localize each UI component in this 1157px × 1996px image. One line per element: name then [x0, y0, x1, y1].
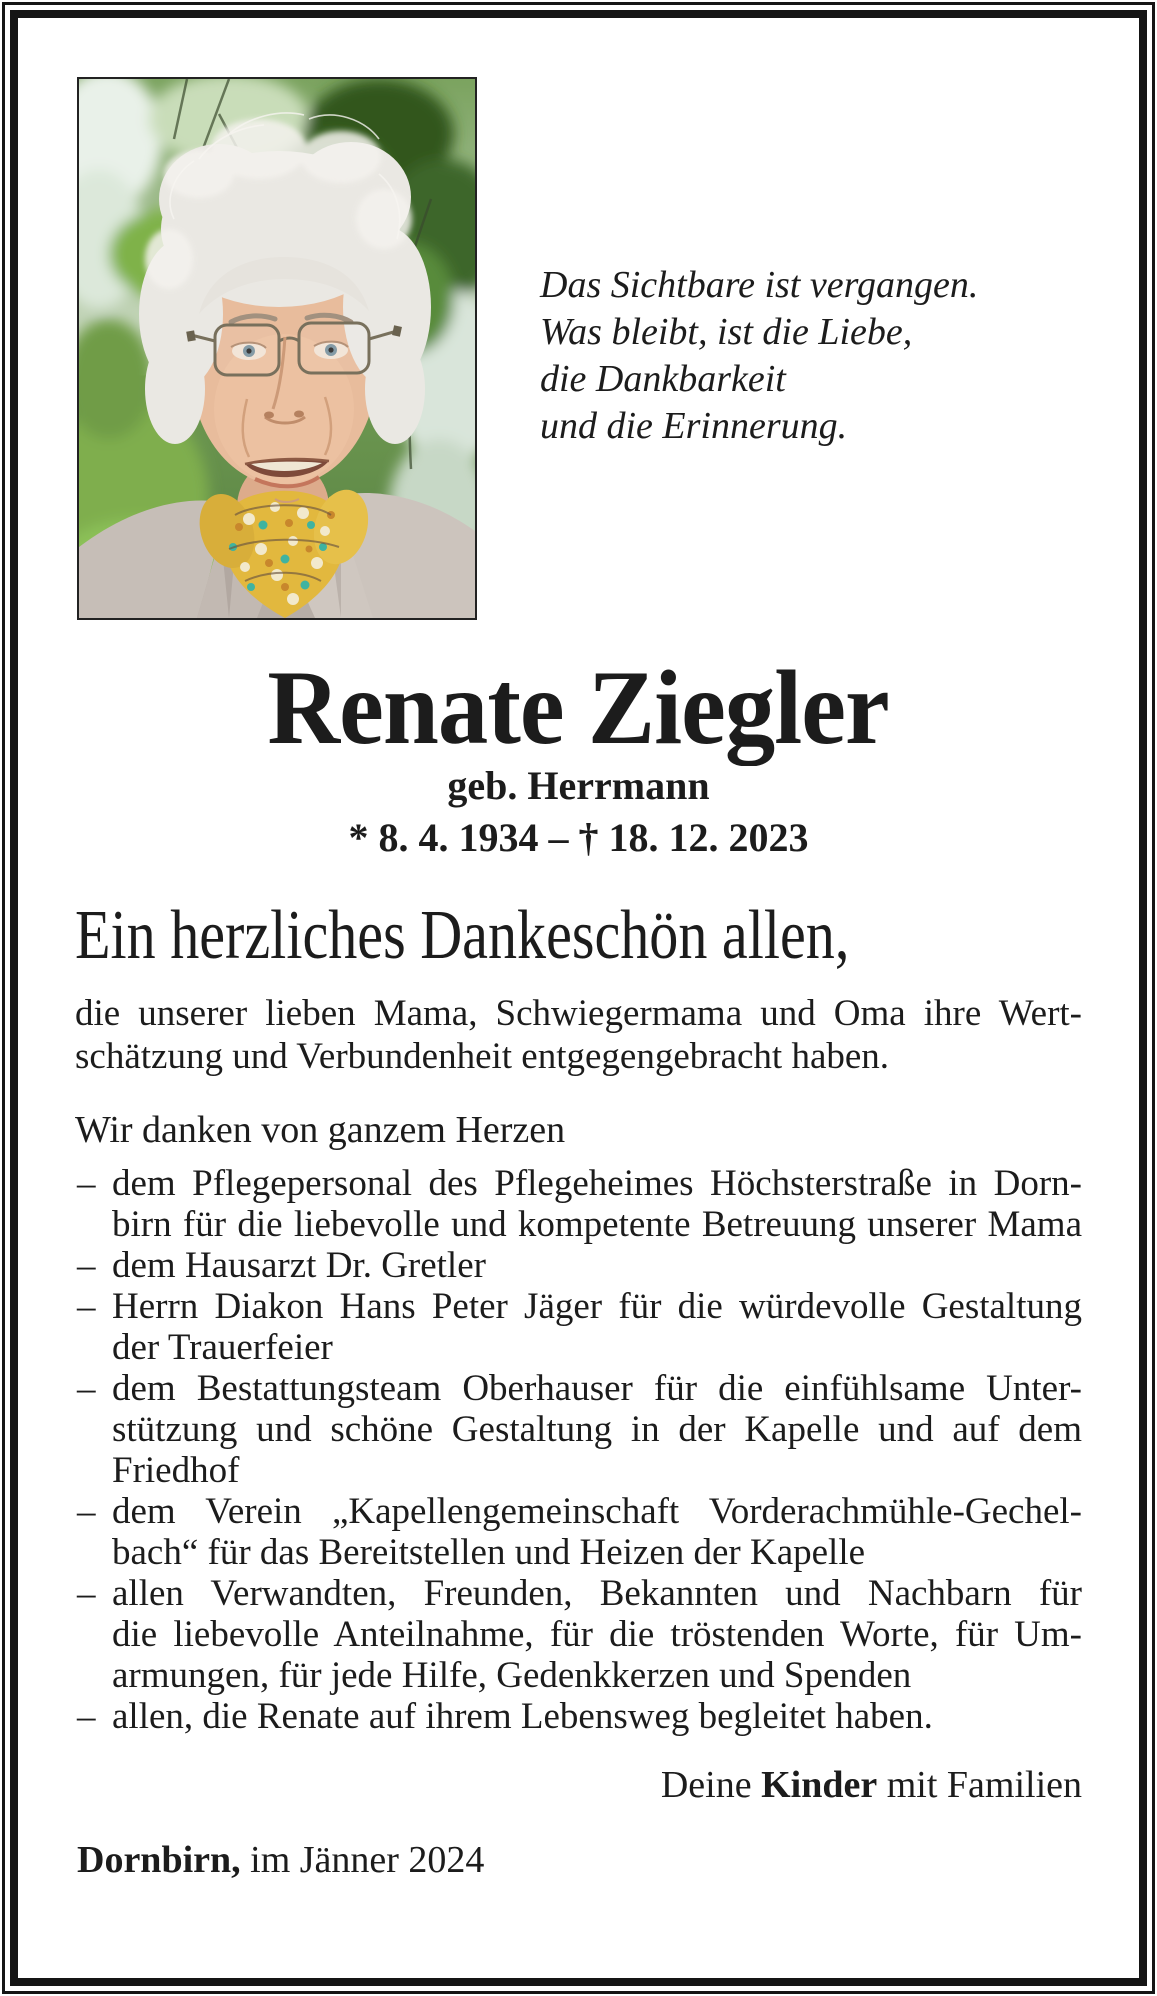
quote-line: die Dankbarkeit [540, 358, 786, 400]
memorial-quote [540, 262, 978, 450]
thanks-line: dem Pflegepersonal des Pflegeheimes Höchsterstraße in Dorn- [112, 1163, 1082, 1204]
intro-line: die unserer lieben Mama, Schwiegermama und Oma ihre Wert- [75, 993, 1082, 1034]
thanks-line: allen, die Renate auf ihrem Lebensweg begleitet haben. [112, 1696, 933, 1737]
intro-paragraph [75, 992, 1082, 1078]
intro-line: schätzung und Verbundenheit entgegengebracht haben. [75, 1036, 890, 1077]
quote-line: und die Erinnerung. [540, 405, 848, 447]
signature-post: mit Familien [877, 1764, 1082, 1806]
quote-line: Was bleibt, ist die Liebe, [540, 311, 913, 353]
thanks-item [75, 1368, 1082, 1491]
thanks-line: dem Hausarzt Dr. Gretler [112, 1245, 486, 1286]
thanks-line: armungen, für jede Hilfe, Gedenkkerzen und Spenden [112, 1655, 912, 1696]
portrait-illustration [79, 79, 475, 618]
deceased-name-text: Renate Ziegler [267, 649, 890, 766]
signature-bold: Kinder [761, 1764, 878, 1806]
thanks-item [75, 1286, 1082, 1368]
thanks-line: Friedhof [112, 1450, 240, 1491]
thanks-item [75, 1245, 1082, 1286]
signature-pre: Deine [660, 1764, 762, 1806]
list-dash-bullet: – [77, 1245, 96, 1286]
thanks-line: stützung und schöne Gestaltung in der Kapelle und auf dem [112, 1409, 1082, 1450]
thanks-line: die liebevolle Anteilnahme, für die tröstenden Worte, für Um- [112, 1614, 1082, 1655]
thanks-line: birn für die liebevolle und kompetente Betreuung unserer Mama [112, 1204, 1082, 1245]
list-dash-bullet: – [77, 1573, 96, 1614]
list-dash-bullet: – [77, 1491, 96, 1532]
thanks-line: bach“ für das Bereitstellen und Heizen der Kapelle [112, 1532, 866, 1573]
list-dash-bullet: – [77, 1696, 96, 1737]
deceased-name [0, 649, 1157, 766]
thanks-item [75, 1491, 1082, 1573]
date-text: im Jänner 2024 [240, 1839, 485, 1881]
maiden-name: geb. Herrmann [447, 763, 710, 808]
thanks-line: dem Verein „Kapellengemeinschaft Vorderachmühle-Gechel- [112, 1491, 1082, 1532]
place-date-line [77, 1840, 484, 1882]
list-dash-bullet: – [77, 1163, 96, 1204]
thanks-headline-text: Ein herzliches Dankeschön allen, [75, 897, 850, 974]
place-name: Dornbirn, [77, 1839, 241, 1881]
thanks-headline [75, 897, 1008, 974]
thanks-lead: Wir danken von ganzem Herzen [75, 1109, 566, 1151]
quote-line: Das Sichtbare ist vergangen. [540, 264, 979, 306]
thanks-line: der Trauerfeier [112, 1327, 333, 1368]
thanks-line: Herrn Diakon Hans Peter Jäger für die würdevolle Gestaltung [112, 1286, 1082, 1327]
thanks-item [75, 1696, 1082, 1737]
thanks-line: dem Bestattungsteam Oberhauser für die einfühlsame Unter- [112, 1368, 1082, 1409]
thanks-item [75, 1163, 1082, 1245]
life-dates: * 8. 4. 1934 – † 18. 12. 2023 [348, 815, 809, 860]
thanks-list [75, 1163, 1082, 1737]
thanks-line: allen Verwandten, Freunden, Bekannten und Nachbarn für [112, 1573, 1082, 1614]
list-dash-bullet: – [77, 1286, 96, 1327]
thanks-item [75, 1573, 1082, 1696]
list-dash-bullet: – [77, 1368, 96, 1409]
signature-line [661, 1765, 1082, 1807]
portrait-photo [77, 77, 477, 620]
